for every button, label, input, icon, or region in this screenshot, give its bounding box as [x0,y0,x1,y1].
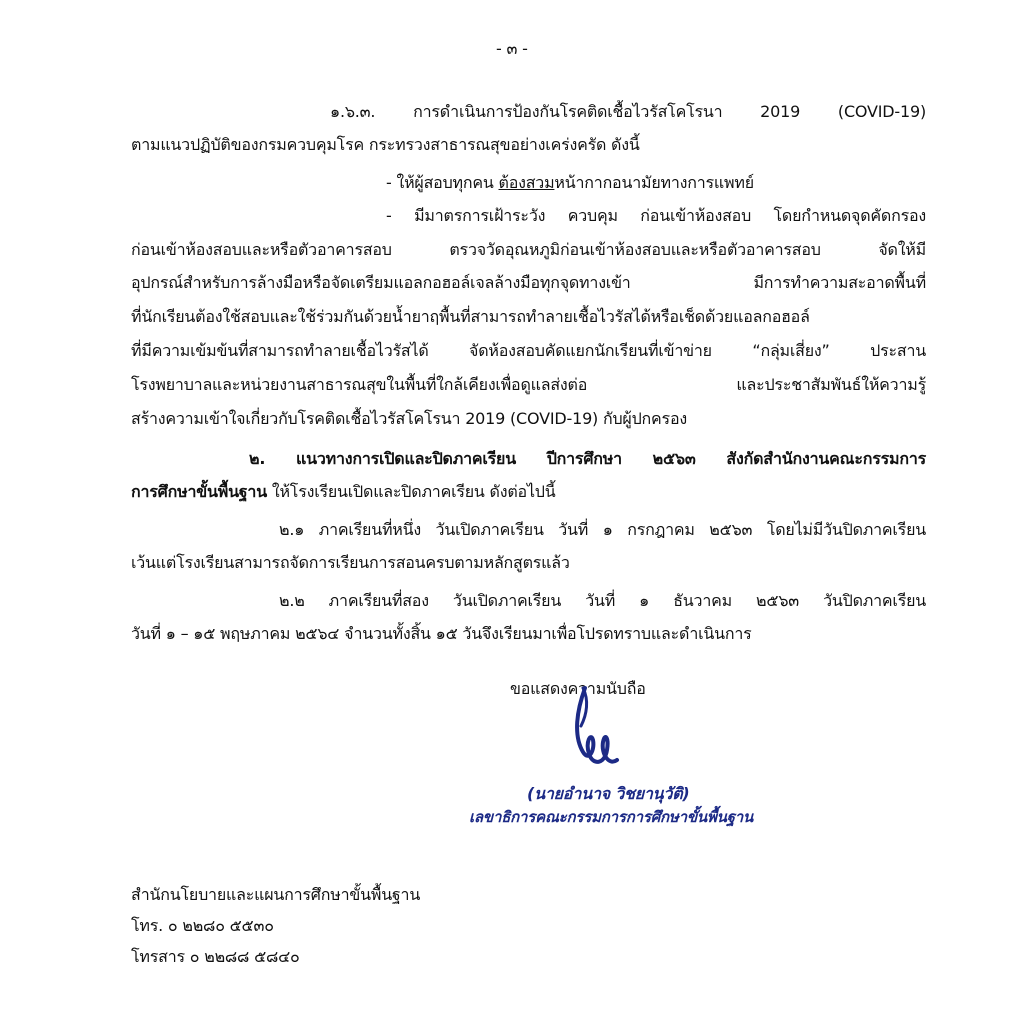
signer-title: เลขาธิการคณะกรรมการการศึกษาขั้นพื้นฐาน [469,808,754,826]
signer-name: (นายอำนาจ วิชยานุวัติ) [527,784,690,803]
section-163-line-1: ๑.๖.๓. การดำเนินการป้องกันโรคติดเชื้อไวรัสโคโรนา 2019 (COVID-19) [330,102,926,121]
bullet-2-line-1: - มีมาตรการเฝ้าระวัง ควบคุม ก่อนเข้าห้องสอบ โดยกำหนดจุดคัดกรอง [386,206,926,225]
bullet-2-line-2: ก่อนเข้าห้องสอบและหรือตัวอาคารสอบ ตรวจวัดอุณหภูมิก่อนเข้าห้องสอบและหรือตัวอาคารสอบ จัดให้มี [131,240,926,259]
bullet-2-line-5: ที่มีความเข้มข้นที่สามารถทำลายเชื้อไวรัสได้ จัดห้องสอบคัดแยกนักเรียนที่เข้าข่าย “กลุ่มเสี่ยง” ประสาน [131,341,926,360]
salutation: ขอแสดงความนับถือ [510,679,646,698]
section-163-line-2: ตามแนวปฏิบัติของกรมควบคุมโรค กระทรวงสาธารณสุขอย่างเคร่งครัด ดังนี้ [131,135,640,154]
bullet-2-line-4: ที่นักเรียนต้องใช้สอบและใช้ร่วมกันด้วยน้ำยาฤพื้นที่สามารถทำลายเชื้อไวรัสได้หรือเช็ดด้วยแอลกอฮอล์ [131,307,810,326]
bullet-1-underlined: ต้องสวม [498,173,555,192]
footer-fax: โทรสาร ๐ ๒๒๘๘ ๕๘๔๐ [131,947,300,966]
section-2-heading-rest: ให้โรงเรียนเปิดและปิดภาคเรียน ดังต่อไปนี้ [266,482,556,501]
bullet-1-prefix: - ให้ผู้สอบทุกคน [386,173,499,192]
item-2-2-line-2: วันที่ ๑ – ๑๕ พฤษภาคม ๒๕๖๔ จำนวนทั้งสิ้น ๑๕ วันจึงเรียนมาเพื่อโปรดทราบและดำเนินการ [131,624,752,643]
page-number: - ๓ - [496,39,528,58]
item-2-1-line-2: เว้นแต่โรงเรียนสามารถจัดการเรียนการสอนครบตามหลักสูตรแล้ว [131,553,570,572]
bullet-2-line-7: สร้างความเข้าใจเกี่ยวกับโรคติดเชื้อไวรัสโคโรนา 2019 (COVID-19) กับผู้ปกครอง [131,409,687,428]
handwritten-signature [555,680,635,790]
bullet-1-suffix: หน้ากากอนามัยทางการแพทย์ [554,173,754,192]
section-2-heading-bold: การศึกษาขั้นพื้นฐาน [131,482,267,501]
section-2-heading-line-2 [131,481,556,503]
footer-phone: โทร. ๐ ๒๒๘๐ ๕๕๓๐ [131,916,274,935]
bullet-2-line-3: อุปกรณ์สำหรับการล้างมือหรือจัดเตรียมแอลกอฮอล์เจลล้างมือทุกจุดทางเข้า มีการทำความสะอาดพื้นที่ [131,273,926,292]
bullet-1 [386,172,754,194]
item-2-1-line-1: ๒.๑ ภาคเรียนที่หนึ่ง วันเปิดภาคเรียน วันที่ ๑ กรกฎาคม ๒๕๖๓ โดยไม่มีวันปิดภาคเรียน [279,520,926,539]
item-2-2-line-1: ๒.๒ ภาคเรียนที่สอง วันเปิดภาคเรียน วันที่ ๑ ธันวาคม ๒๕๖๓ วันปิดภาคเรียน [279,591,926,610]
section-2-heading-line-1: ๒. แนวทางการเปิดและปิดภาคเรียน ปีการศึกษา ๒๕๖๓ สังกัดสำนักงานคณะกรรมการ [249,449,926,468]
bullet-2-line-6: โรงพยาบาลและหน่วยงานสาธารณสุขในพื้นที่ใกล้เคียงเพื่อดูแลส่งต่อ และประชาสัมพันธ์ให้ความรู้ [131,375,926,394]
footer-office: สำนักนโยบายและแผนการศึกษาขั้นพื้นฐาน [131,885,421,904]
